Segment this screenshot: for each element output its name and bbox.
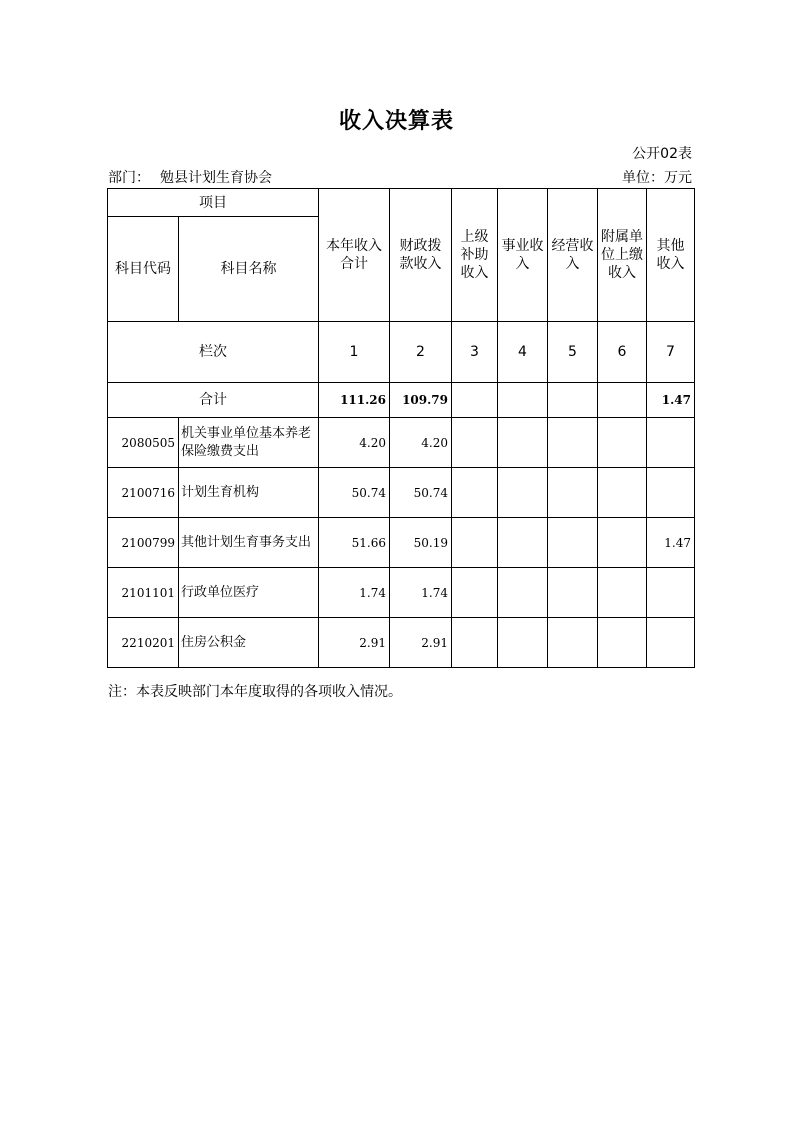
footnote: 注：本表反映部门本年度取得的各项收入情况。: [108, 684, 402, 700]
row-total-income: 1.74: [319, 568, 390, 618]
header-business: 事业收入: [498, 189, 548, 322]
row-fiscal: 1.74: [390, 568, 452, 618]
row-code: 2080505: [108, 418, 179, 468]
column-index-2: 2: [390, 322, 452, 383]
row-superior: [452, 418, 498, 468]
row-total-income: 51.66: [319, 518, 390, 568]
header-code: 科目代码: [108, 217, 179, 322]
row-other: [647, 418, 695, 468]
page-title: 收入决算表: [338, 109, 454, 134]
row-code: 2101101: [108, 568, 179, 618]
unit-label: 单位：万元: [622, 170, 692, 186]
row-affiliated: [598, 618, 647, 668]
row-other: [647, 468, 695, 518]
table-row: [108, 568, 695, 618]
total-operating: [548, 383, 598, 418]
column-index-label: 栏次: [108, 322, 319, 383]
row-fiscal: 50.19: [390, 518, 452, 568]
row-fiscal: 2.91: [390, 618, 452, 668]
header-superior: 上级补助收入: [452, 189, 498, 322]
row-operating: [548, 518, 598, 568]
row-business: [498, 468, 548, 518]
header-operating: 经营收入: [548, 189, 598, 322]
row-name: 行政单位医疗: [179, 568, 319, 618]
row-operating: [548, 568, 598, 618]
header-name: 科目名称: [179, 217, 319, 322]
row-fiscal: 50.74: [390, 468, 452, 518]
department-name: 勉县计划生育协会: [160, 170, 272, 186]
row-superior: [452, 568, 498, 618]
form-code: 公开02表: [632, 146, 692, 162]
total-label: 合计: [108, 383, 319, 418]
table-row: [108, 518, 695, 568]
column-index-1: 1: [319, 322, 390, 383]
total-other: 1.47: [647, 383, 695, 418]
department-label: 部门：: [108, 170, 150, 186]
row-total-income: 50.74: [319, 468, 390, 518]
row-operating: [548, 468, 598, 518]
row-code: 2100799: [108, 518, 179, 568]
table-row: [108, 418, 695, 468]
header-total-income: 本年收入合计: [319, 189, 390, 322]
total-row: [108, 383, 695, 418]
row-superior: [452, 618, 498, 668]
row-total-income: 4.20: [319, 418, 390, 468]
row-other: [647, 568, 695, 618]
row-name: 机关事业单位基本养老保险缴费支出: [179, 418, 319, 468]
column-index-5: 5: [548, 322, 598, 383]
header-fiscal: 财政拨款收入: [390, 189, 452, 322]
row-business: [498, 568, 548, 618]
row-other: 1.47: [647, 518, 695, 568]
table-row: [108, 618, 695, 668]
column-index-4: 4: [498, 322, 548, 383]
row-code: 2100716: [108, 468, 179, 518]
row-business: [498, 618, 548, 668]
column-index-6: 6: [598, 322, 647, 383]
row-other: [647, 618, 695, 668]
row-business: [498, 418, 548, 468]
row-operating: [548, 618, 598, 668]
total-business: [498, 383, 548, 418]
total-total-income: 111.26: [319, 383, 390, 418]
row-fiscal: 4.20: [390, 418, 452, 468]
table-row: [108, 468, 695, 518]
row-name: 住房公积金: [179, 618, 319, 668]
row-name: 计划生育机构: [179, 468, 319, 518]
row-name: 其他计划生育事务支出: [179, 518, 319, 568]
header-other: 其他收入: [647, 189, 695, 322]
header-project: 项目: [108, 189, 319, 217]
row-affiliated: [598, 468, 647, 518]
row-total-income: 2.91: [319, 618, 390, 668]
row-affiliated: [598, 518, 647, 568]
department-line: [108, 167, 272, 187]
header-affiliated: 附属单位上缴收入: [598, 189, 647, 322]
column-index-7: 7: [647, 322, 695, 383]
total-fiscal: 109.79: [390, 383, 452, 418]
row-superior: [452, 518, 498, 568]
row-code: 2210201: [108, 618, 179, 668]
column-index-3: 3: [452, 322, 498, 383]
row-affiliated: [598, 418, 647, 468]
row-operating: [548, 418, 598, 468]
row-business: [498, 518, 548, 568]
row-superior: [452, 468, 498, 518]
row-affiliated: [598, 568, 647, 618]
total-superior: [452, 383, 498, 418]
total-affiliated: [598, 383, 647, 418]
income-table: [107, 188, 695, 668]
